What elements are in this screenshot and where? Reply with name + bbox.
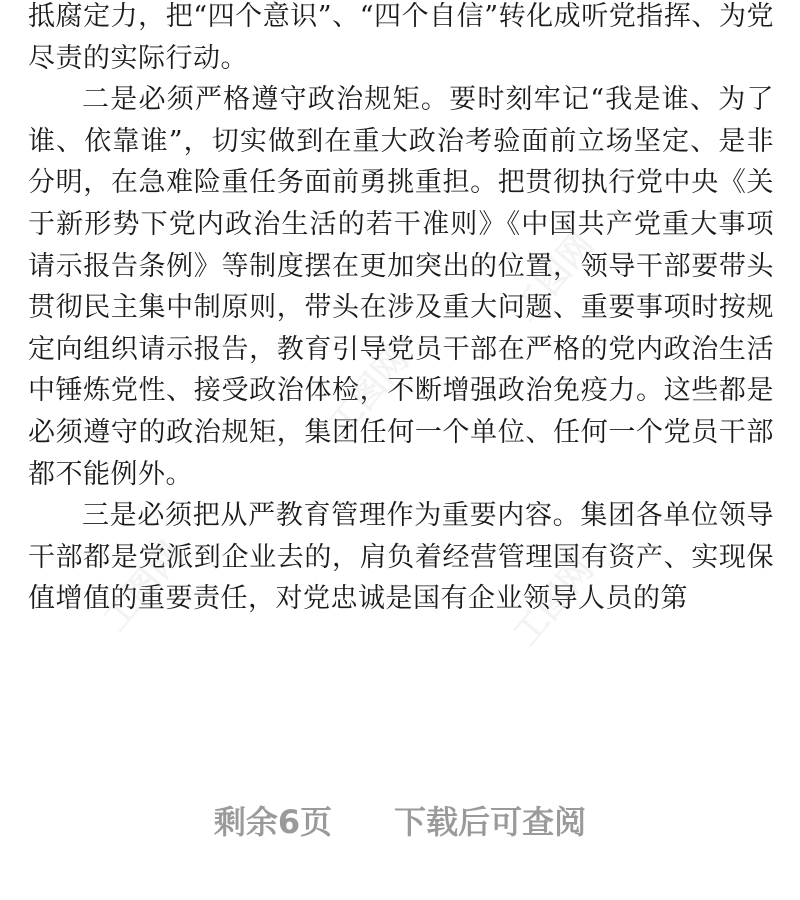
paragraph-political-rules: 二是必须严格遵守政治规矩。要时刻牢记“我是谁、为了谁、依靠谁”，切实做到在重大政治考验面前立场坚定、是非分明，在急难险重任务面前勇挑重担。把贯彻执行党中央《关于新形势下党内政治生活的若干准则》《中国共产党重大事项请示报告条例》等制度摆在更加突出的位置，领导干部要带头贯彻民主集中制原则，带头在涉及重大问题、重要事项时按规定向组织请示报告，教育引导党员干部在严格的党内政治生活中锤炼党性、接受政治体检，不断增强政治免疫力。这些都是必须遵守的政治规矩，集团任何一个单位、任何一个党员干部都不能例外。 [28, 84, 774, 490]
download-to-view-link[interactable]: 下载后可查阅 [394, 803, 587, 841]
watermark: 工图网 [505, 224, 602, 329]
watermark: 工图网 [320, 339, 417, 444]
remaining-pages-label[interactable]: 剩余6页 [213, 803, 333, 841]
paragraph-continued: 抵腐定力，把“四个意识”、“四个自信”转化成听党指挥、为党尽责的实际行动。 [28, 1, 774, 74]
paragraph-education-management: 三是必须把从严教育管理作为重要内容。集团各单位领导干部都是党派到企业去的，肩负着经营管理国有资产、实现保值增值的重要责任，对党忠诚是国有企业领导人员的第 [28, 500, 774, 615]
download-prompt-bar[interactable] [0, 790, 800, 850]
watermark: 工图网 [505, 549, 602, 654]
watermark: 工图网 [95, 534, 192, 639]
